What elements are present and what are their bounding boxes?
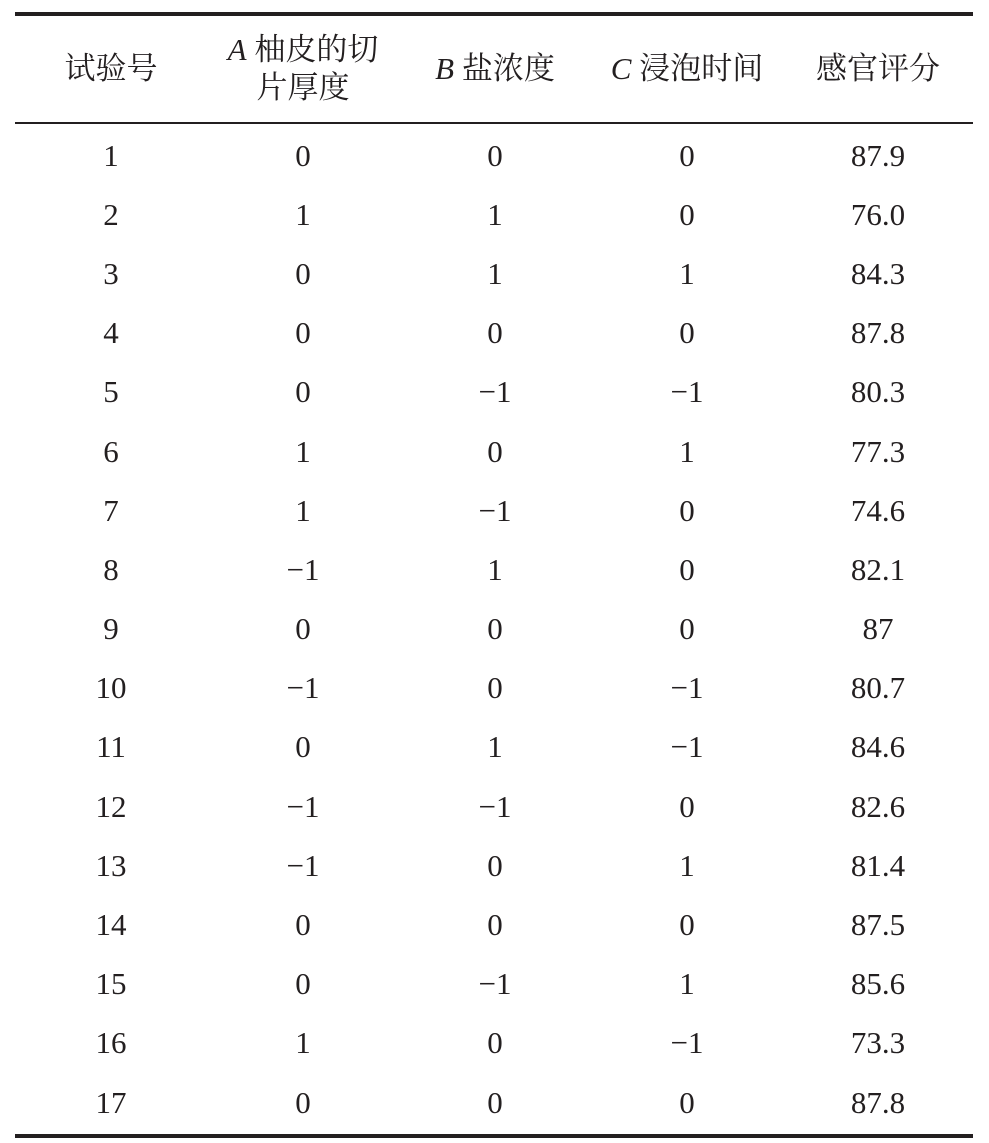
table-row — [15, 1073, 973, 1132]
cell-score: 76.0 — [850, 196, 906, 232]
cell-trial-number: 12 — [95, 788, 127, 824]
table-row — [15, 777, 973, 836]
cell-c-value: −1 — [670, 1025, 704, 1061]
cell-trial-number: 9 — [103, 611, 119, 647]
cell-a-value: 0 — [295, 315, 311, 351]
cell-score: 82.1 — [850, 551, 906, 587]
cell-trial-number: 10 — [95, 670, 127, 706]
header-slice-thickness: A 柚皮的切片厚度 — [227, 32, 379, 105]
cell-trial-number: 1 — [103, 137, 119, 173]
cell-a-value: 1 — [295, 196, 311, 232]
cell-b-value: 0 — [487, 1084, 503, 1120]
cell-a-value: 0 — [295, 374, 311, 410]
cell-c-value: −1 — [670, 374, 704, 410]
cell-score: 87.9 — [850, 137, 906, 173]
table-row — [15, 1014, 973, 1073]
cell-a-value: −1 — [286, 788, 320, 824]
header-soak-time: C 浸泡时间 — [610, 51, 764, 86]
table-header — [15, 16, 973, 122]
cell-score: 73.3 — [850, 1025, 906, 1061]
cell-c-value: 0 — [679, 907, 695, 943]
cell-a-value: 1 — [295, 492, 311, 528]
cell-trial-number: 16 — [95, 1025, 127, 1061]
header-trial-number: 试验号 — [64, 51, 158, 86]
table-row — [15, 895, 973, 954]
table-row — [15, 185, 973, 244]
cell-a-value: 0 — [295, 611, 311, 647]
cell-b-value: 1 — [487, 196, 503, 232]
cell-a-value: 0 — [295, 966, 311, 1002]
cell-c-value: 0 — [679, 1084, 695, 1120]
cell-trial-number: 3 — [103, 255, 119, 291]
table-row — [15, 600, 973, 659]
table-row — [15, 363, 973, 422]
cell-b-value: 0 — [487, 315, 503, 351]
cell-c-value: 0 — [679, 551, 695, 587]
cell-c-value: 1 — [679, 966, 695, 1002]
header-salt-concentration: B 盐浓度 — [435, 51, 555, 86]
cell-trial-number: 4 — [103, 315, 119, 351]
cell-trial-number: 11 — [96, 729, 126, 765]
cell-score: 82.6 — [850, 788, 906, 824]
cell-b-value: 1 — [487, 255, 503, 291]
cell-b-value: 0 — [487, 433, 503, 469]
cell-c-value: −1 — [670, 670, 704, 706]
table-row — [15, 955, 973, 1014]
cell-trial-number: 7 — [103, 492, 119, 528]
cell-score: 87.5 — [850, 907, 906, 943]
cell-a-value: 0 — [295, 729, 311, 765]
table-row — [15, 244, 973, 303]
cell-trial-number: 15 — [95, 966, 127, 1002]
table-row — [15, 718, 973, 777]
cell-a-value: 1 — [295, 1025, 311, 1061]
cell-score: 84.6 — [850, 729, 906, 765]
cell-trial-number: 6 — [103, 433, 119, 469]
cell-c-value: 0 — [679, 315, 695, 351]
cell-b-value: 0 — [487, 137, 503, 173]
cell-a-value: 1 — [295, 433, 311, 469]
cell-c-value: 0 — [679, 611, 695, 647]
cell-score: 74.6 — [850, 492, 906, 528]
cell-b-value: −1 — [478, 492, 512, 528]
cell-b-value: −1 — [478, 788, 512, 824]
cell-c-value: 1 — [679, 847, 695, 883]
cell-score: 85.6 — [850, 966, 906, 1002]
cell-b-value: 0 — [487, 907, 503, 943]
cell-trial-number: 17 — [95, 1084, 127, 1120]
cell-score: 81.4 — [850, 847, 906, 883]
cell-score: 77.3 — [850, 433, 906, 469]
table-row — [15, 836, 973, 895]
cell-b-value: 0 — [487, 611, 503, 647]
cell-score: 80.3 — [850, 374, 906, 410]
cell-c-value: 1 — [679, 255, 695, 291]
cell-trial-number: 8 — [103, 551, 119, 587]
cell-score: 87.8 — [850, 315, 906, 351]
cell-trial-number: 14 — [95, 907, 127, 943]
cell-b-value: 0 — [487, 670, 503, 706]
cell-b-value: 1 — [487, 551, 503, 587]
table-row — [15, 481, 973, 540]
cell-a-value: −1 — [286, 670, 320, 706]
cell-b-value: 0 — [487, 847, 503, 883]
cell-c-value: 0 — [679, 196, 695, 232]
cell-b-value: 0 — [487, 1025, 503, 1061]
table-row — [15, 422, 973, 481]
cell-c-value: 0 — [679, 492, 695, 528]
cell-b-value: 1 — [487, 729, 503, 765]
cell-trial-number: 5 — [103, 374, 119, 410]
cell-a-value: 0 — [295, 137, 311, 173]
bottom-rule — [15, 1134, 973, 1138]
table-row — [15, 126, 973, 185]
cell-c-value: 0 — [679, 137, 695, 173]
table-body — [15, 124, 973, 1134]
cell-score: 87.8 — [850, 1084, 906, 1120]
cell-trial-number: 2 — [103, 196, 119, 232]
table-row — [15, 659, 973, 718]
data-table — [15, 12, 973, 1138]
cell-score: 84.3 — [850, 255, 906, 291]
cell-c-value: −1 — [670, 729, 704, 765]
cell-score: 80.7 — [850, 670, 906, 706]
table-row — [15, 540, 973, 599]
cell-b-value: −1 — [478, 374, 512, 410]
cell-a-value: 0 — [295, 1084, 311, 1120]
cell-c-value: 1 — [679, 433, 695, 469]
cell-score: 87 — [862, 611, 894, 647]
cell-trial-number: 13 — [95, 847, 127, 883]
cell-c-value: 0 — [679, 788, 695, 824]
table-row — [15, 304, 973, 363]
cell-a-value: −1 — [286, 847, 320, 883]
cell-a-value: 0 — [295, 907, 311, 943]
cell-a-value: −1 — [286, 551, 320, 587]
header-sensory-score: 感官评分 — [816, 51, 940, 86]
cell-b-value: −1 — [478, 966, 512, 1002]
cell-a-value: 0 — [295, 255, 311, 291]
